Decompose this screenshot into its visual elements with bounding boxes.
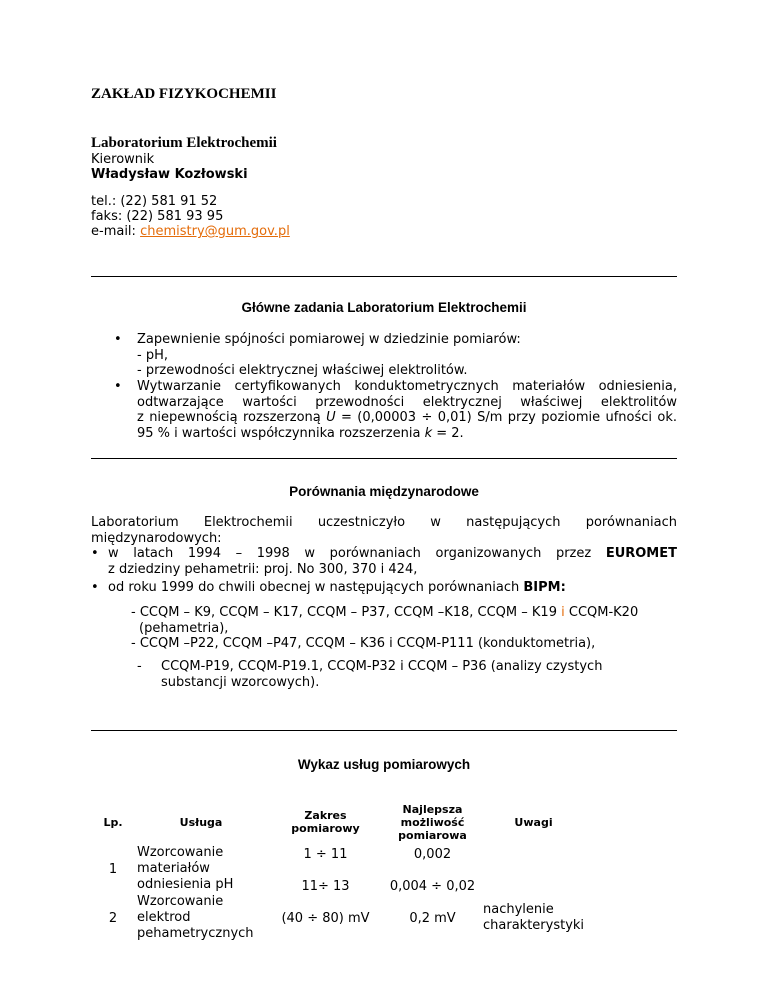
- row-lp: 1: [108, 861, 118, 877]
- bipm-sub-1: - CCQM – K9, CCQM – K17, CCQM – P37, CCQM –K18, CCQM – K19 i CCQM-K20 (pehametria),: [131, 605, 639, 636]
- col-notes-header: Uwagi: [514, 815, 553, 829]
- lab-email-line: [91, 224, 290, 240]
- lab-name: Laboratorium Elektrochemii: [91, 135, 277, 151]
- table-row: [91, 844, 586, 864]
- bullet-dot: •: [91, 580, 99, 595]
- email-link[interactable]: chemistry@gum.gov.pl: [140, 224, 290, 239]
- divider-2: [91, 458, 677, 459]
- row-range: 11÷ 13: [301, 879, 350, 894]
- row-notes: [481, 844, 586, 894]
- row-notes: nachylenie charakterystyki: [483, 902, 585, 933]
- bullet-dot: •: [114, 332, 122, 347]
- task-1-line: Zapewnienie spójności pomiarowej w dziedzinie pomiarów:: [137, 332, 521, 347]
- row-best: 0,2 mV: [409, 910, 456, 926]
- row-best: 0,002: [413, 846, 452, 862]
- task-2-line: odtwarzające wartości przewodności elektrycznej właściwej elektrolitów: [137, 394, 677, 410]
- row-best: 0,004 ÷ 0,02: [389, 879, 476, 894]
- comparison-bipm: od roku 1999 do chwili obecnej w następujących porównaniach BIPM:: [108, 580, 566, 595]
- euromet-line: w latach 1994 – 1998 w porównaniach organizowanych przez EUROMET: [108, 546, 677, 561]
- euromet-line: z dziedziny pehametrii: proj. No 300, 370 i 424,: [108, 561, 418, 577]
- intro-line: Laboratorium Elektrochemii uczestniczyło w następujących porównaniach: [91, 515, 677, 530]
- services-table: [91, 800, 586, 942]
- comparison-euromet: [108, 546, 677, 577]
- row-range: 1 ÷ 11: [303, 846, 348, 862]
- col-best-header: Najlepsza możliwość pomiarowa: [398, 802, 467, 842]
- intro-line: międzynarodowych:: [91, 530, 222, 546]
- col-range-header: Zakres pomiarowy: [291, 809, 360, 835]
- col-lp-header: Lp.: [103, 815, 123, 829]
- row-service: Wzorcowanie materiałów odniesienia pH: [137, 845, 234, 892]
- comparisons-heading: Porównania międzynarodowe: [289, 484, 479, 499]
- table-row: [91, 894, 586, 942]
- col-service-header: Usługa: [179, 815, 223, 829]
- task-2-line: 95 % i wartości współczynnika rozszerzenia k = 2.: [137, 425, 464, 441]
- task-1-line: - przewodności elektrycznej właściwej elektrolitów.: [137, 363, 468, 378]
- bullet-dot: •: [91, 546, 99, 561]
- services-heading: Wykaz usług pomiarowych: [297, 757, 471, 772]
- bipm-sub-3-dash: -: [137, 659, 142, 674]
- task-item-1: [137, 332, 677, 379]
- lab-fax: faks: (22) 581 93 95: [91, 209, 224, 224]
- department-title: ZAKŁAD FIZYKOCHEMII: [91, 86, 277, 102]
- email-label: e-mail:: [91, 224, 141, 239]
- divider-3: [91, 730, 677, 731]
- lab-tel: tel.: (22) 581 91 52: [91, 194, 218, 209]
- task-1-line: - pH,: [137, 347, 168, 363]
- lab-head: Władysław Kozłowski: [91, 167, 248, 182]
- tasks-heading: Główne zadania Laboratorium Elektrochemii: [241, 300, 527, 315]
- comparisons-intro: [91, 515, 677, 546]
- row-range: (40 ÷ 80) mV: [281, 910, 370, 926]
- bullet-dot: •: [114, 379, 122, 394]
- bipm-sub-3: CCQM-P19, CCQM-P19.1, CCQM-P32 i CCQM – P36 (analizy czystych substancji wzorcowych).: [161, 659, 603, 690]
- lab-role: Kierownik: [91, 152, 155, 167]
- task-item-2: [137, 379, 677, 441]
- task-2-line: z niepewnością rozszerzoną U = (0,00003 ÷ 0,01) S/m przy poziomie ufności ok.: [137, 410, 677, 425]
- row-lp: 2: [108, 910, 118, 926]
- divider-1: [91, 276, 677, 277]
- task-2-line: Wytwarzanie certyfikowanych konduktometrycznych materiałów odniesienia,: [137, 379, 677, 394]
- table-header-row: [91, 800, 586, 844]
- row-service: Wzorcowanie elektrod pehametrycznych: [137, 894, 254, 941]
- bipm-sub-2: - CCQM –P22, CCQM –P47, CCQM – K36 i CCQM-P111 (konduktometria),: [131, 636, 596, 651]
